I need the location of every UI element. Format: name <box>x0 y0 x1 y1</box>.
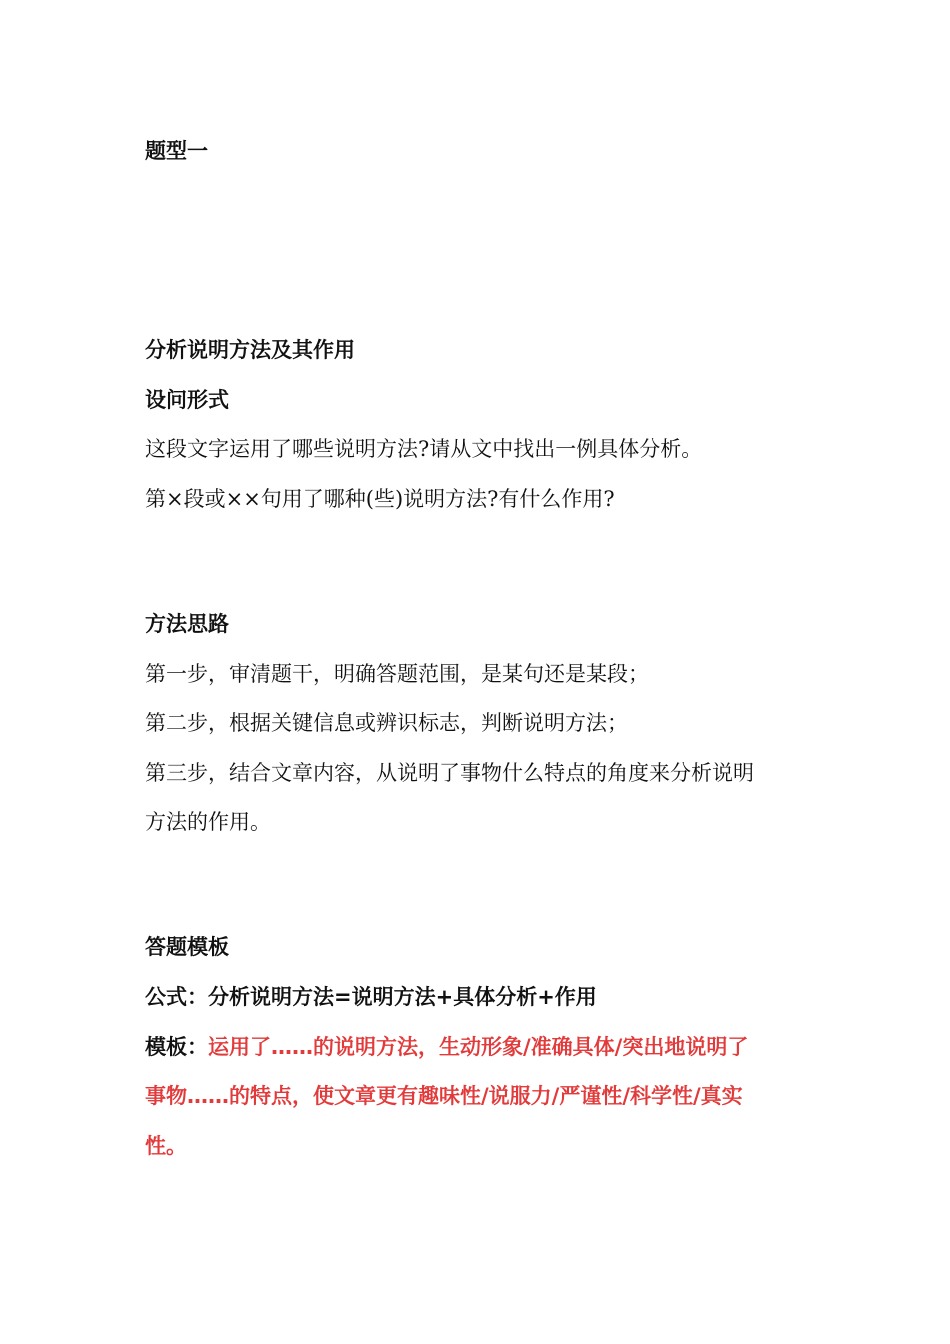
template-text-line-3: 性。 <box>145 1134 187 1158</box>
template-heading: 答题模板 <box>145 935 229 959</box>
method-heading: 方法思路 <box>145 612 229 636</box>
question-form-line-1: 这段文字运用了哪些说明方法?请从文中找出一例具体分析。 <box>145 437 703 461</box>
method-step-1: 第一步，审清题干，明确答题范围，是某句还是某段； <box>145 662 649 686</box>
template-label: 模板： <box>145 1035 208 1059</box>
template-formula: 公式：分析说明方法=说明方法+具体分析+作用 <box>145 985 597 1009</box>
method-step-3-continued: 方法的作用。 <box>145 810 271 834</box>
question-form-heading: 设问形式 <box>145 388 229 412</box>
section-heading: 分析说明方法及其作用 <box>145 338 355 362</box>
template-line-1 <box>145 1032 805 1062</box>
question-form-line-2: 第×段或××句用了哪种(些)说明方法?有什么作用? <box>145 487 615 511</box>
template-text-line-1: 运用了……的说明方法，生动形象/准确具体/突出地说明了 <box>208 1035 749 1059</box>
template-text-line-2: 事物……的特点，使文章更有趣味性/说服力/严谨性/科学性/真实 <box>145 1084 743 1108</box>
document-title: 题型一 <box>145 139 208 163</box>
method-step-2: 第二步，根据关键信息或辨识标志，判断说明方法； <box>145 711 628 735</box>
method-step-3: 第三步，结合文章内容，从说明了事物什么特点的角度来分析说明 <box>145 761 754 785</box>
